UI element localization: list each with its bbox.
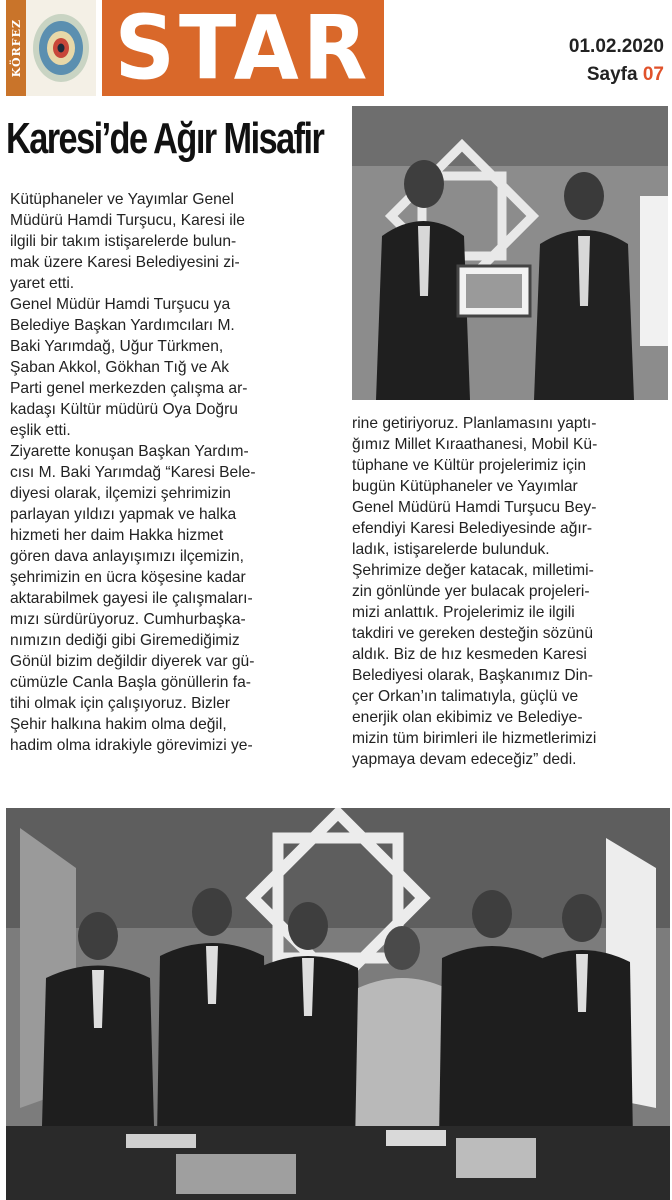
logo-text: STAR: [114, 0, 372, 100]
article-line: çer Orkan’ın talimatıyla, güçlü ve: [352, 688, 579, 705]
article-line: şehrimizin en ücra köşesine kadar: [10, 569, 246, 586]
article-text-column-left: [10, 189, 340, 756]
article-line: Baki Yarımdağ, Uğur Türkmen,: [10, 338, 224, 355]
star-logo: [102, 0, 384, 100]
article-line: diyesi olarak, ilçemizi şehrimizin: [10, 485, 231, 502]
article-line: ğımız Millet Kıraathanesi, Mobil Kü-: [352, 436, 598, 453]
article-line: eşlik etti.: [10, 422, 71, 439]
newspaper-masthead: [6, 0, 384, 100]
page-label: Sayfa: [586, 64, 638, 85]
article-line: cısı M. Baki Yarımdağ “Karesi Bele-: [10, 464, 256, 481]
article-line: efendiyi Karesi Belediyesinde ağır-: [352, 520, 593, 537]
article-line: Müdürü Hamdi Turşucu, Karesi ile: [10, 212, 245, 229]
article-line: bugün Kütüphaneler ve Yayımlar: [352, 478, 578, 495]
article-line: parlayan yıldızı yapmak ve halka: [10, 506, 237, 523]
article-line: kadaşı Kültür müdürü Oya Doğru: [10, 401, 238, 418]
article-line: mizi anlattık. Projelerimiz ile ilgili: [352, 604, 575, 621]
eye-logo-icon: [26, 0, 96, 96]
issue-date: 01.02.2020: [568, 36, 664, 57]
brand-strip: [6, 0, 26, 96]
article-line: cümüzle Canla Başla gönüllerin fa-: [10, 674, 251, 691]
article-headline: Karesi’de Ağır Misafir: [6, 114, 324, 163]
brand-vertical-text: KÖRFEZ: [9, 18, 23, 78]
article-line: zin gönlünde yer bulacak projeleri-: [352, 583, 590, 600]
article-line: ladık, istişarelerde bulunduk.: [352, 541, 550, 558]
article-line: aldık. Biz de hız kesmeden Karesi: [352, 646, 587, 663]
article-line: yapmaya devam edeceğiz” dedi.: [352, 751, 577, 768]
photo-group: [6, 808, 670, 1200]
article-line: Parti genel merkezden çalışma ar-: [10, 380, 248, 397]
article-line: Şehrimize değer katacak, milletimi-: [352, 562, 594, 579]
article-line: nımızın dediği gibi Giremediğimiz: [10, 632, 240, 649]
article-line: mizin tüm birimleri ile hizmetlerimizi: [352, 730, 597, 747]
page-indicator: [587, 64, 664, 86]
article-line: yaret etti.: [10, 275, 75, 292]
article-line: Ziyarette konuşan Başkan Yardım-: [10, 443, 249, 460]
article-line: Kütüphaneler ve Yayımlar Genel: [10, 191, 234, 208]
article-line: enerjik olan ekibimiz ve Belediye-: [352, 709, 583, 726]
article-line: tüphane ve Kültür projelerimiz için: [352, 457, 587, 474]
article-line: Genel Müdürü Hamdi Turşucu Bey-: [352, 499, 597, 516]
article-line: Şaban Akkol, Gökhan Tığ ve Ak: [10, 359, 230, 376]
article-line: Şehir halkına hakim olma değil,: [10, 716, 227, 733]
article-line: Gönül bizim değildir diyerek var gü-: [10, 653, 255, 670]
article-line: takdiri ve gereken desteğin sözünü: [352, 625, 593, 642]
page-number: 07: [642, 64, 664, 85]
article-line: Belediyesi olarak, Başkanımız Din-: [352, 667, 593, 684]
article-line: aktarabilmek gayesi ile çalışmaları-: [10, 590, 253, 607]
article-line: ilgili bir takım istişarelerde bulun-: [10, 233, 237, 250]
article-line: gören dava anlayışımızı ilçemizin,: [10, 548, 245, 565]
article-line: tihi olmak için çalışıyoruz. Bizler: [10, 695, 231, 712]
article-line: Genel Müdür Hamdi Turşucu ya: [10, 296, 231, 313]
article-text-column-right: [352, 413, 670, 770]
article-line: rine getiriyoruz. Planlamasını yaptı-: [352, 415, 597, 432]
article-line: hizmeti her daim Hakka hizmet: [10, 527, 224, 544]
article-line: hadim olma idrakiyle görevimizi ye-: [10, 737, 253, 754]
article-line: mak üzere Karesi Belediyesini zi-: [10, 254, 240, 271]
article-line: Belediye Başkan Yardımcıları M.: [10, 317, 235, 334]
article-line: mızı sürdürüyoruz. Cumhurbaşka-: [10, 611, 246, 628]
photo-plaque-presentation: [352, 106, 668, 400]
